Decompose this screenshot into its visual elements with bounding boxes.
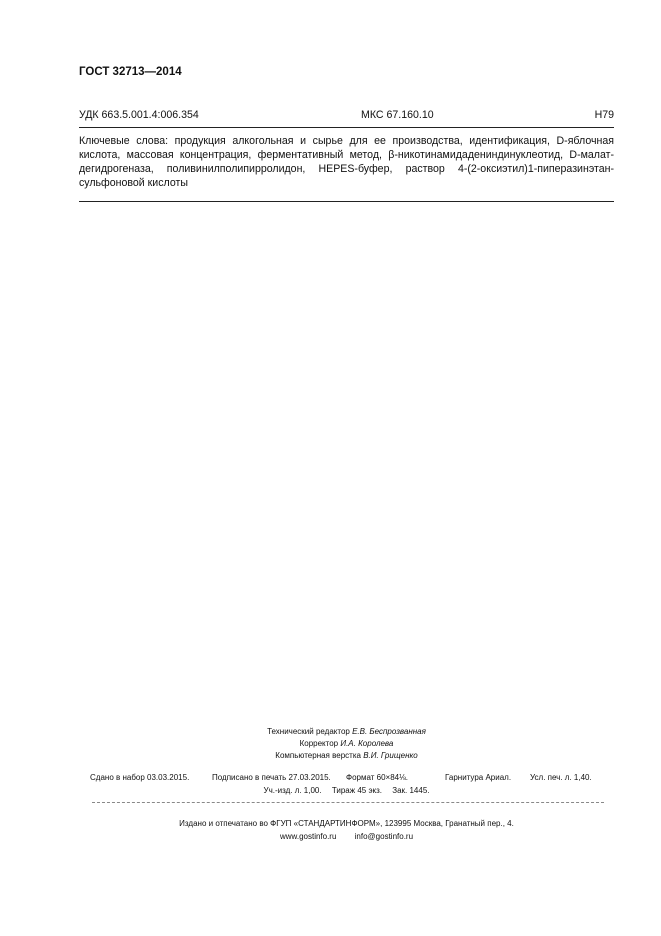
- email-link[interactable]: info@gostinfo.ru: [354, 832, 414, 841]
- circulation: Тираж 45 экз.: [331, 786, 383, 795]
- corrector-label: Корректор: [299, 739, 339, 748]
- tech-editor-row: [79, 726, 614, 738]
- typeface: Гарнитура Ариал.: [445, 773, 512, 782]
- publication-divider: [92, 802, 604, 803]
- top-divider: [79, 127, 614, 128]
- mks-code: МКС 67.160.10: [361, 109, 434, 121]
- print-sheets: Усл. печ. л. 1,40.: [530, 773, 592, 782]
- tech-editor-name: Е.В. Беспрозванная: [352, 727, 426, 736]
- tech-editor-label: Технический редактор: [267, 727, 350, 736]
- credits-block: [79, 726, 614, 762]
- layout-row: [79, 750, 614, 762]
- pub-sheets: Уч.-изд. л. 1,00.: [263, 786, 322, 795]
- keywords-line: сульфоновой кислоты: [79, 177, 188, 189]
- standard-id: ГОСТ 32713—2014: [79, 66, 182, 78]
- signed-date: Подписано в печать 27.03.2015.: [212, 773, 331, 782]
- layout-name: В.И. Грищенко: [363, 751, 418, 760]
- keywords-divider: [79, 201, 614, 202]
- corrector-name: И.А. Королева: [340, 739, 394, 748]
- publication-row-2: [79, 784, 614, 797]
- udk-code: УДК 663.5.001.4:006.354: [79, 109, 199, 121]
- corrector-row: [79, 738, 614, 750]
- order-number: Зак. 1445.: [392, 786, 430, 795]
- layout-label: Компьютерная верстка: [275, 751, 361, 760]
- submitted-date: Сдано в набор 03.03.2015.: [90, 773, 190, 782]
- category-code: Н79: [594, 109, 614, 121]
- publication-info: [79, 771, 614, 797]
- printer-info: [79, 817, 614, 843]
- website-link[interactable]: www.gostinfo.ru: [279, 832, 337, 841]
- classification-row: [79, 109, 614, 123]
- keywords-block: [79, 134, 614, 190]
- printer-contacts: [79, 830, 614, 843]
- format: Формат 60×84⅛.: [346, 773, 409, 782]
- printer-line: Издано и отпечатано во ФГУП «СТАНДАРТИНФОРМ», 123995 Москва, Гранатный пер., 4.: [179, 819, 514, 828]
- keywords-line: кислота, массовая концентрация, ферментативный метод, β-никотинамидадениндинуклеотид, D-малат-: [79, 149, 614, 161]
- keywords-line: Ключевые слова: продукция алкогольная и сырье для ее производства, идентификация, D-яблочная: [79, 135, 614, 147]
- keywords-line: дегидрогеназа, поливинилполипирролидон, HEPES-буфер, раствор 4-(2-оксиэтил)1-пиперазинэтан-: [79, 163, 614, 175]
- publication-row-1: [79, 771, 614, 784]
